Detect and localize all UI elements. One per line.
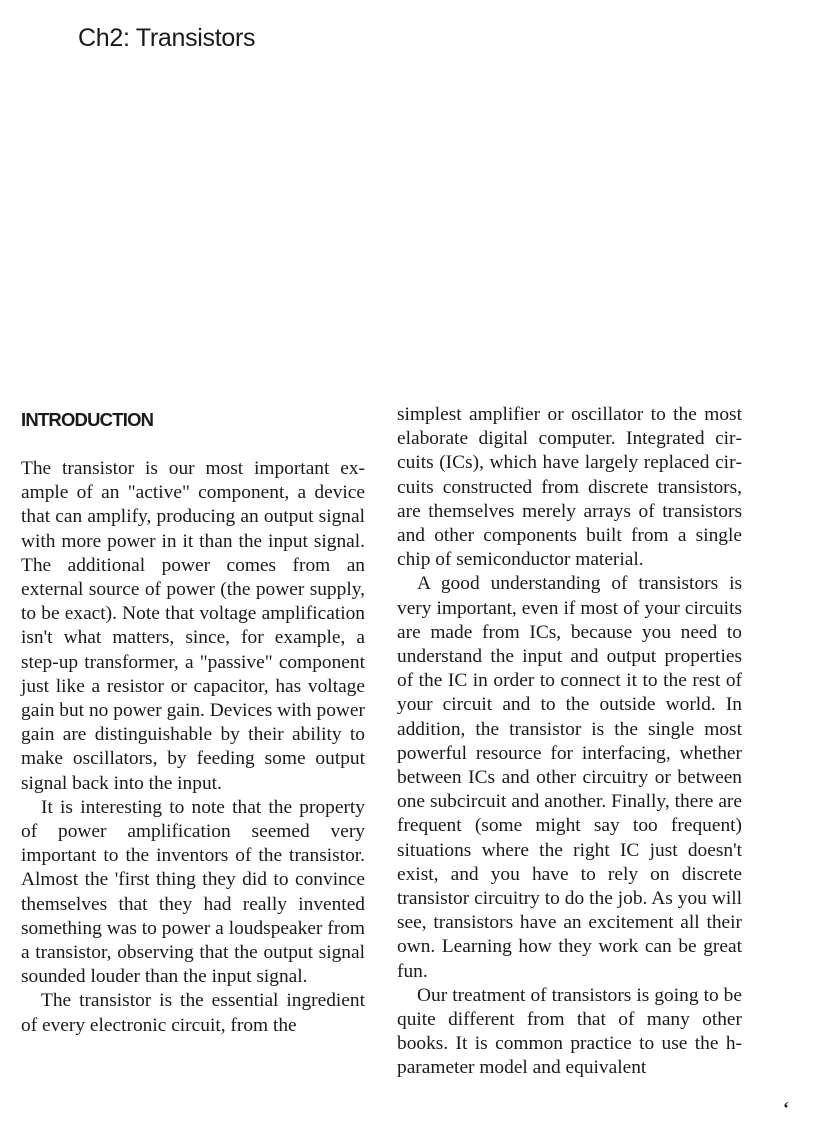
left-column	[21, 403, 365, 1038]
intro-paragraph-1: The transistor is our most important example of an "active" component, a device that can amplify, producing an output signal with more power in it than the input signal. The additional power comes from an external source of power (the power supply, to be exact). Note that voltage amplification isn't what matters, since, for example, a step-up transformer, a "passive" component just like a resistor or capacitor, has voltage gain but no power gain. Devices with power gain are distinguishable by their ability to make oscillators, by feeding some output signal back into the input.	[21, 458, 365, 794]
right-paragraph-1: simplest amplifier or oscillator to the most elaborate digital computer. Integrated circuits (ICs), which have largely replaced circuits constructed from discrete transistors, are themselves merely arrays of transistors and other components built from a single chip of semiconductor material.	[397, 404, 742, 571]
intro-paragraph-3: The transistor is the essential ingredient of every electronic circuit, from the	[21, 990, 365, 1036]
right-paragraph-2: A good understanding of transistors is very important, even if most of your circuits are made from ICs, because you need to understand the input and output properties of the IC in order to connect it to the rest of your circuit and to the outside world. In addition, the transistor is the single most powerful resource for interfacing, whether between ICs and other circuitry or between one subcircuit and another. Finally, there are frequent (some might say too frequent) situations where the right IC just doesn't exist, and you have to rely on discrete transistor circuitry to do the job. As you will see, transistors have an excitement all their own. Learning how they work can be great fun.	[397, 573, 742, 982]
section-heading: INTRODUCTION	[21, 409, 154, 430]
chapter-title: Ch2: Transistors	[78, 24, 256, 52]
intro-paragraph-2: It is interesting to note that the property of power amplification seemed very important to the inventors of the transistor. Almost the 'first thing they did to convince themselves that they had really invented something was to power a loudspeaker from a transistor, observing that the output signal sounded louder than the input signal.	[21, 796, 365, 988]
corner-mark: ‘	[783, 1098, 789, 1118]
right-column	[397, 403, 742, 1081]
right-paragraph-3: Our treatment of transistors is going to be quite different from that of many other books. It is common practice to use the h-parameter model and equivalent	[397, 984, 742, 1079]
